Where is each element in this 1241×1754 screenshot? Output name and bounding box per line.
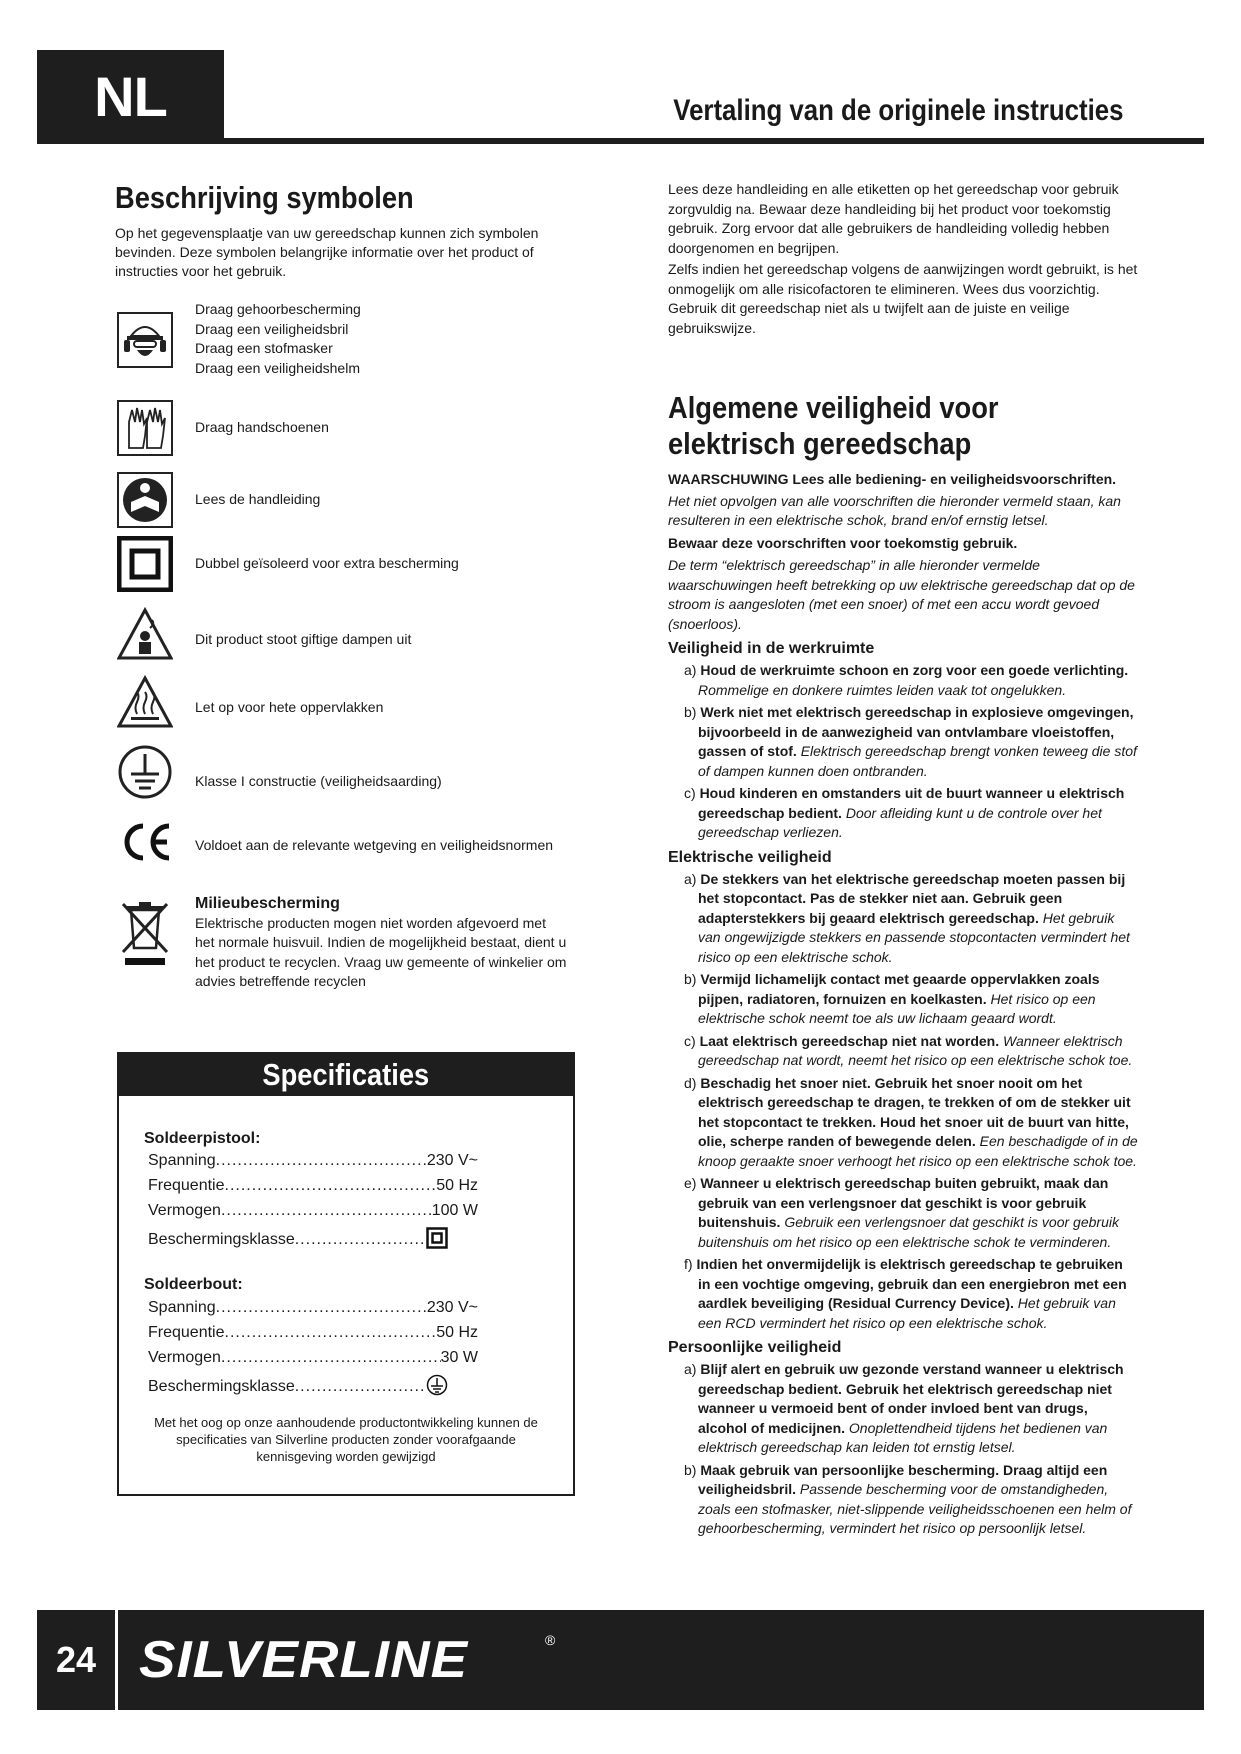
specifications-box (117, 1052, 575, 1496)
intro-paragraph: Lees deze handleiding en alle etiketten op het gereedschap voor gebruik zorgvuldig na. Bewaar deze handleiding bij het product voor toekomstig gebruik. Zorg ervoor dat alle gebruikers de handleiding volledig hebben doorgenomen en begrijpen. (668, 181, 1119, 256)
earth-ground-icon (117, 744, 173, 800)
header-title: Vertaling van de originele instructies (672, 94, 1123, 127)
read-manual-icon (117, 472, 173, 528)
double-text: Dubbel geïsoleerd voor extra bescherming (195, 555, 459, 571)
solder-iron-title: Soldeerbout: (144, 1276, 243, 1293)
warning-text: Het niet opvolgen van alle voorschriften die hieronder vermeld staan, kan resulteren in een elektrische schok, brand en/of ernstig letsel. (668, 492, 1121, 528)
earth-text: Klasse I constructie (veiligheidsaarding) (195, 773, 442, 789)
ce-mark-icon (117, 814, 173, 870)
page-number: 24 (55, 1639, 97, 1680)
gloves-text: Draag handschoenen (195, 419, 329, 435)
ppe-icon (117, 312, 173, 368)
footer-divider (115, 1610, 118, 1710)
safety-title-line: Algemene veiligheid voor (668, 390, 999, 425)
intro-paragraph: Zelfs indien het gereedschap volgens de aanwijzingen wordt gebruikt, is het onmogelijk om alle risicofactoren te elimineren. Wees dus voorzichtig. Gebruik dit gereedschap niet als u twijfelt aan de juiste en veilige gebruikswijze. (668, 261, 1138, 336)
ce-text: Voldoet aan de relevante wetgeving en veiligheidsnormen (195, 837, 554, 853)
double-insulated-icon (117, 536, 173, 592)
warning-heading: WAARSCHUWING Lees alle bediening- en veiligheidsvoorschriften. (668, 471, 1117, 487)
list-item: a) De stekkers van het elektrische gereedschap moeten passen bij het stopcontact. Pas de stekker niet aan. Gebruik geen adapterstekkers bij geaard elektrisch gereedschap. Het gebruik van ongewijzigde stekkers en passende stopcontacten vermindert het risico op een elektrische schok. (684, 870, 1130, 965)
silverline-logo: SILVERLINE (139, 1631, 469, 1689)
footer-bar (37, 1610, 1204, 1710)
spec-header (119, 1054, 573, 1096)
list-item: a) Houd de werkruimte schoon en zorg voor een goede verlichting. Rommelige en donkere ruimtes leiden vaak tot ongelukken. (684, 662, 1129, 698)
double-insulated-icon (426, 1227, 448, 1249)
list-item: f) Indien het onvermijdelijk is elektrisch gereedschap te gebruiken in een vochtige omgeving, gebruik dan een energiebron met een aardlek beveiliging (Residual Currency Device). Het gebruik van een RCD vermindert het risico op een elektrische schok. (684, 1256, 1127, 1331)
list-item: b) Werk niet met elektrisch gereedschap in explosieve omgevingen, bijvoorbeeld in de aanwezigheid van ontvlambare vloeistoffen, gassen of stof. Elektrisch gereedschap brengt vonken teweeg die stof of dampen kunnen doen ontbranden. (684, 704, 1137, 779)
ppe-line: Draag gehoorbescherming (195, 301, 361, 317)
section-heading: Elektrische veiligheid (668, 848, 832, 866)
manual-text: Lees de handleiding (195, 491, 321, 507)
spec-row: Beschermingsklasse ..... (148, 1374, 448, 1396)
gloves-icon (117, 400, 173, 456)
spec-row: Frequentie ..... 50 Hz (148, 1177, 478, 1195)
list-item: b) Maak gebruik van persoonlijke bescherming. Draag altijd een veiligheidsbril. Passende bescherming voor de omstandigheden, zoals een stofmasker, niet-slippende veiligheidsschoenen een helm of gehoorbescherming, vermindert het risico op persoonlijk letsel. (684, 1461, 1132, 1536)
ppe-text (195, 300, 361, 378)
keep-instructions: Bewaar deze voorschriften voor toekomstig gebruik. (668, 534, 1018, 551)
hot-text: Let op voor hete oppervlakken (195, 699, 384, 715)
safety-title (668, 390, 1138, 462)
section-heading: Persoonlijke veiligheid (668, 1339, 842, 1356)
registered-mark: ® (545, 1632, 556, 1648)
solder-gun-title: Soldeerpistool: (144, 1130, 261, 1147)
header-rule (37, 138, 1204, 144)
language-badge: NL (37, 50, 224, 143)
spec-row: Spanning ..... 230 V~ (148, 1299, 478, 1317)
spec-title: Specificaties (262, 1057, 430, 1092)
ppe-line: Draag een veiligheidsbril (195, 320, 349, 337)
left-column (115, 180, 585, 989)
list-item: c) Laat elektrisch gereedschap niet nat worden. Wanneer elektrisch gereedschap nat wordt, neemt het risico op een elektrische schok toe. (684, 1032, 1133, 1068)
weee-body: Elektrische producten mogen niet worden afgevoerd met het normale huisvuil. Indien de mogelijkheid bestaat, dient u het product te recyclen. Vraag uw gemeente of winkelier om advies betreffende recyclen (195, 914, 567, 989)
spec-disclaimer: Met het oog op onze aanhoudende productontwikkeling kunnen de specificaties van Silverline producten zonder voorafgaande kennisgeving worden gewijzigd (154, 1415, 538, 1464)
fumes-text: Dit product stoot giftige dampen uit (195, 631, 412, 647)
weee-title: Milieubescherming (195, 895, 340, 912)
symbols-intro: Op het gegevensplaatje van uw gereedschap kunnen zich symbolen bevinden. Deze symbolen belangrijke informatie over het product of instructies voor het gebruik. (115, 225, 539, 279)
spec-row: Vermogen ..... 30 W (148, 1349, 478, 1367)
list-item: d) Beschadig het snoer niet. Gebruik het snoer nooit om het elektrisch gereedschap te dragen, te trekken of om de stekker uit het stopcontact te trekken. Houd het snoer uit de buurt van hitte, olie, scherpe randen of bewegende delen. Een beschadigde of in de knoop geraakte snoer verhoogt het risico op een elektrische schok toe. (684, 1074, 1138, 1169)
list-item: e) Wanneer u elektrisch gereedschap buiten gebruikt, maak dan gebruik van een verlengsnoer dat geschikt is voor gebruik buitenshuis. Gebruik een verlengsnoer dat geschikt is voor gebruik buitenshuis om het risico op een elektrische schok te verminderen. (684, 1175, 1119, 1250)
hot-surface-icon (117, 674, 173, 730)
list-item: a) Blijf alert en gebruik uw gezonde verstand wanneer u elektrisch gereedschap bedient. Gebruik het elektrisch gereedschap niet wanneer u vermoeid bent of onder invloed bent van drugs, alcohol of medicijnen. Onoplettendheid tijdens het bedienen van elektrisch gereedschap kan leiden tot ernstig letsel. (684, 1361, 1124, 1455)
spec-row: Beschermingsklasse ..... (148, 1227, 448, 1249)
weee-bin-icon (117, 900, 173, 966)
spec-row: Frequentie ..... 50 Hz (148, 1324, 478, 1342)
list-item: b) Vermijd lichamelijk contact met geaarde oppervlakken zoals pijpen, radiatoren, fornuizen en koelkasten. Het risico op een elektrische schok neemt toe als uw lichaam geaard wordt. (684, 971, 1100, 1026)
ppe-line: Draag een veiligheidshelm (195, 359, 360, 376)
toxic-fumes-icon (117, 606, 173, 662)
term-definition: De term “elektrisch gereedschap” in alle hieronder vermelde waarschuwingen heeft betrekking op uw elektrische gereedschap dat op de stroom is aangesloten (met een snoer) of met een accu wordt gevoed (snoerloos). (668, 557, 1135, 632)
safety-title-line: elektrisch gereedschap (668, 426, 972, 461)
section-heading: Veiligheid in de werkruimte (668, 640, 875, 657)
spec-row: Spanning ..... 230 V~ (148, 1152, 478, 1170)
earth-ground-icon (426, 1374, 448, 1396)
ppe-line: Draag een stofmasker (195, 340, 333, 356)
list-item: c) Houd kinderen en omstanders uit de buurt wanneer u elektrisch gereedschap bedient. Door afleiding kunt u de controle over het gereedschap verliezen. (684, 785, 1125, 840)
right-column (668, 180, 1138, 1542)
symbols-title: Beschrijving symbolen (115, 180, 414, 215)
weee-text (195, 894, 567, 992)
spec-row: Vermogen ..... 100 W (148, 1202, 478, 1220)
